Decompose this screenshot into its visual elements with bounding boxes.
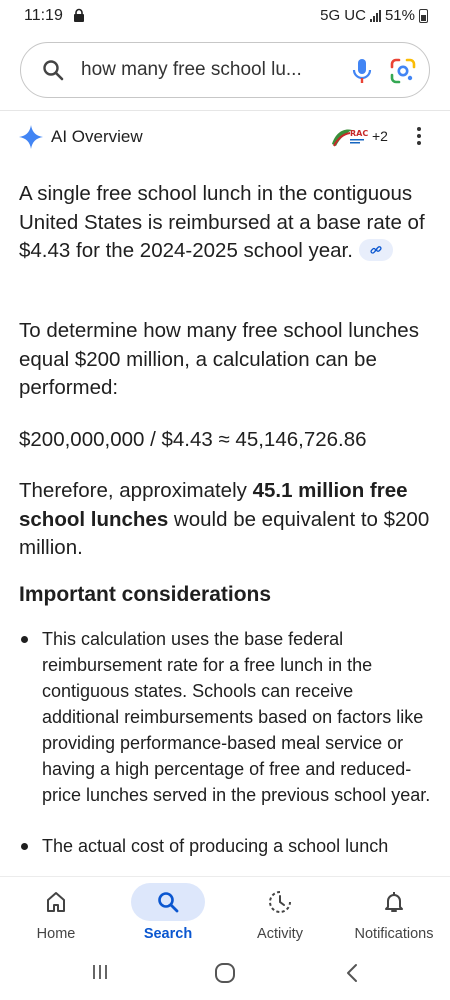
more-options-icon[interactable]: [416, 126, 422, 151]
bullet-dot: [21, 636, 28, 643]
nav-item-activity[interactable]: [224, 877, 336, 953]
ai-overview-header: [18, 122, 432, 152]
system-navigation-bar: [0, 952, 450, 1000]
search-icon[interactable]: [41, 58, 65, 87]
answer-paragraph-1: [19, 180, 435, 266]
nav-label-search: Search: [143, 926, 193, 942]
list-item-text: This calculation uses the base federal reimbursement rate for a free lunch in the contiguous states. Schools can receive additional reimbursements based on factors like providing performance-based meal service or having a high percentage of free and reduced-price lunches served in the previous school year.: [42, 629, 431, 805]
nav-label-home: Home: [36, 926, 76, 942]
nav-item-notifications[interactable]: [338, 877, 450, 953]
ai-overview-title: AI Overview: [51, 127, 143, 146]
battery-icon: [419, 9, 428, 23]
lock-icon: [73, 9, 85, 27]
answer-paragraph-conclusion: [19, 477, 435, 563]
recent-apps-icon[interactable]: [90, 962, 110, 987]
battery-label: 51%: [384, 7, 415, 24]
list-item: [19, 626, 435, 808]
answer-text-1: A single free school lunch in the contiguous United States is reimbursed at a base rate of $4.43 for the 2024-2025 school year.: [19, 182, 425, 262]
nav-item-search[interactable]: [112, 877, 224, 953]
gemini-spark-icon: [18, 124, 44, 155]
header-divider: [0, 110, 450, 111]
list-item-text: The actual cost of producing a school lunch: [42, 836, 389, 856]
conclusion-suffix: would be equivalent to $200 million.: [19, 507, 430, 559]
calculation-text: $200,000,000 / $4.43 ≈ 45,146,726.86: [19, 428, 367, 451]
network-label: 5G UC: [320, 7, 366, 24]
signal-icon: [370, 10, 381, 22]
nav-label-notifications: Notifications: [354, 926, 434, 942]
back-icon[interactable]: [342, 962, 362, 989]
status-bar: [0, 0, 450, 34]
bell-icon: [357, 883, 431, 921]
home-button-icon[interactable]: [214, 962, 236, 989]
mic-icon[interactable]: [349, 57, 375, 90]
considerations-heading: Important considerations: [19, 583, 272, 606]
status-time: 11:19: [24, 7, 63, 24]
bullet-dot: [21, 843, 28, 850]
bottom-navigation: [0, 876, 450, 952]
conclusion-prefix: Therefore, approximately: [19, 479, 253, 502]
activity-icon: [243, 883, 317, 921]
link-icon: [370, 244, 382, 256]
answer-paragraph-2: To determine how many free school lunches equal $200 million, a calculation can be performed:: [19, 319, 419, 399]
google-lens-icon[interactable]: [389, 57, 417, 90]
source-link-chip[interactable]: [359, 239, 393, 261]
search-query[interactable]: how many free school lu...: [81, 59, 302, 80]
status-indicators: [320, 7, 428, 24]
search-bar[interactable]: [20, 42, 430, 98]
nav-label-activity: Activity: [257, 926, 303, 942]
svg-text:RAC: RAC: [350, 129, 369, 138]
source-count[interactable]: +2: [372, 128, 388, 144]
conclusion-highlight: 45.1 million free school lunches: [19, 479, 408, 531]
home-icon: [19, 883, 93, 921]
list-item: [19, 833, 435, 859]
source-logo-icon[interactable]: [330, 124, 369, 148]
search-icon: [131, 883, 205, 921]
nav-item-home[interactable]: [0, 877, 112, 953]
considerations-list: [19, 626, 435, 884]
